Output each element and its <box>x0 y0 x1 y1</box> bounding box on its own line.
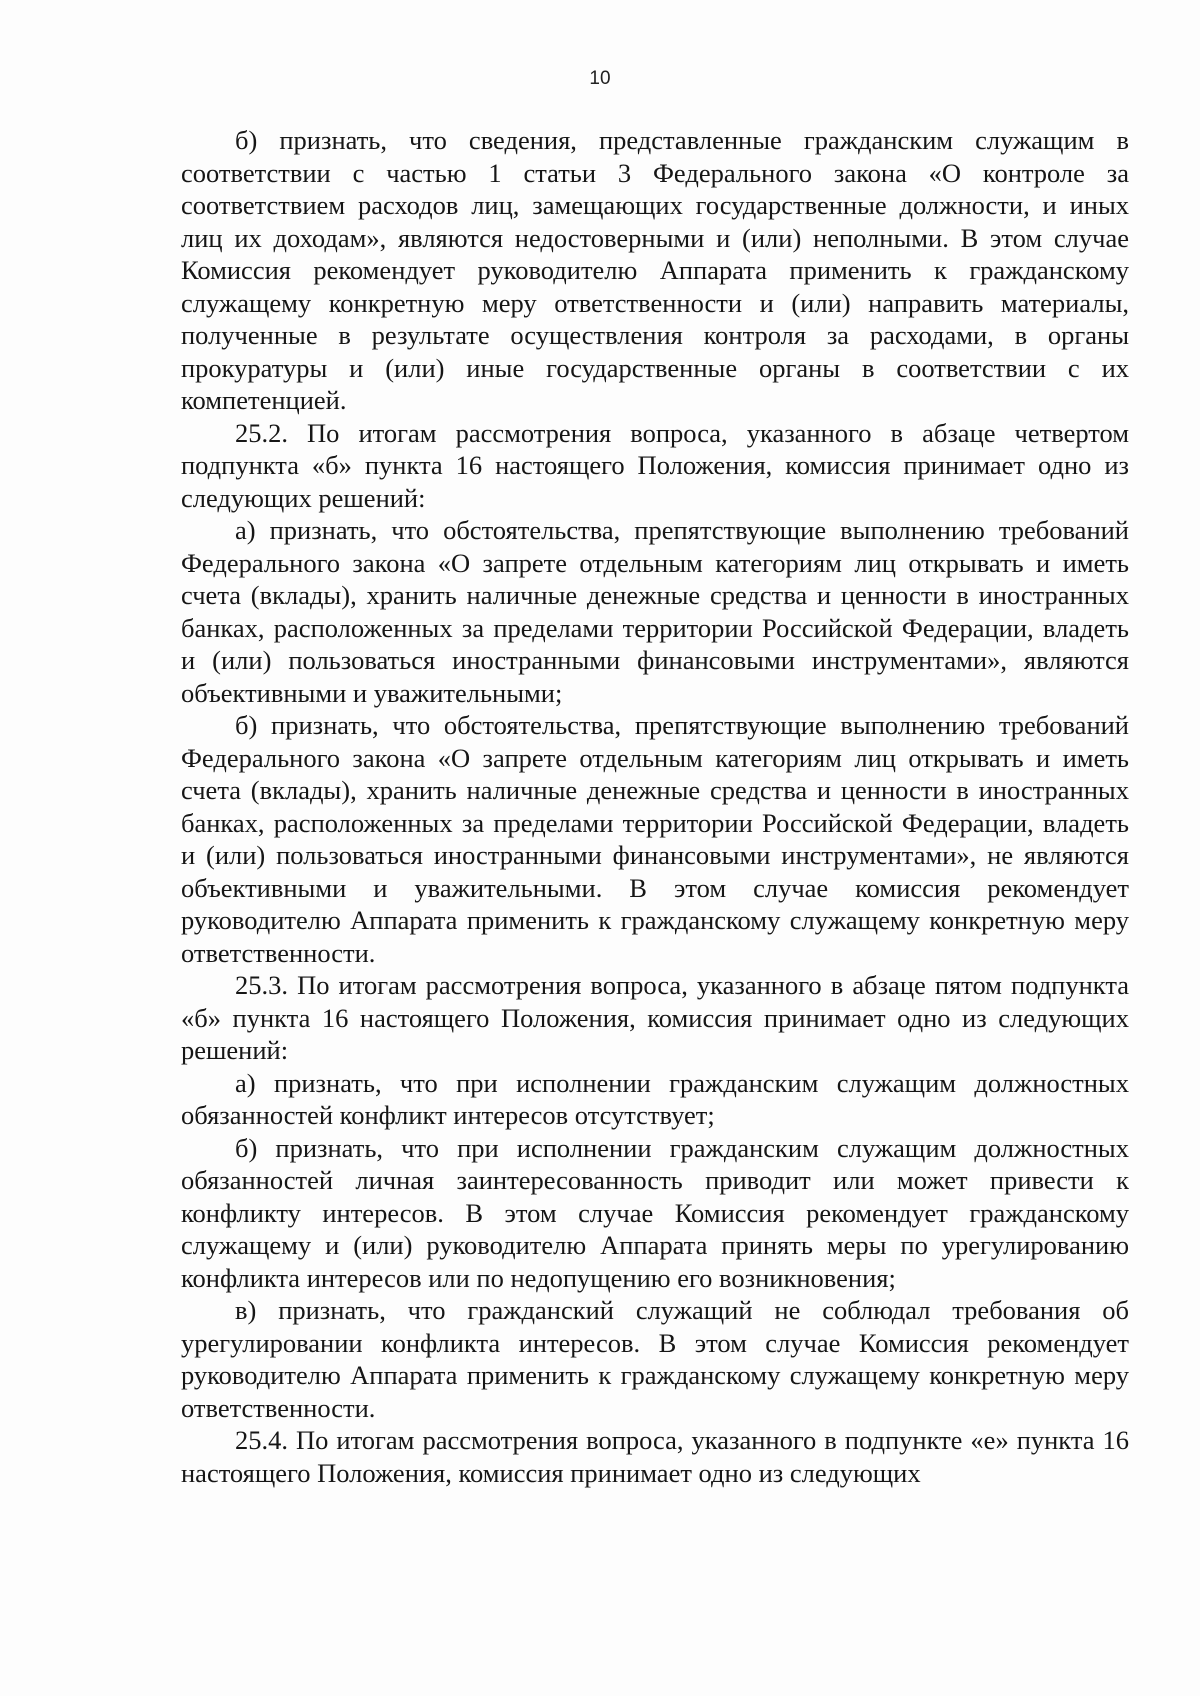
paragraph-25-2: 25.2. По итогам рассмотрения вопроса, указанного в абзаце четвертом подпункта «б» пункта 16 настоящего Положения, комиссия принимает одно из следующих решений: <box>181 417 1129 513</box>
paragraph-25-3-b: б) признать, что при исполнении гражданским служащим должностных обязанностей личная заинтересованность приводит или может привести к конфликту интересов. В этом случае Комиссия рекомендует гражданскому служащему и (или) руководителю Аппарата принять меры по урегулированию конфликта интересов или по недопущению его возникновения; <box>181 1132 1129 1293</box>
paragraph-25-3-a: а) признать, что при исполнении гражданским служащим должностных обязанностей конфликт интересов отсутствует; <box>181 1067 1129 1130</box>
paragraph-25-2-a: а) признать, что обстоятельства, препятствующие выполнению требований Федерального закона «О запрете отдельным категориям лиц открывать и иметь счета (вклады), хранить наличные денежные средства и ценности в иностранных банках, расположенных за пределами территории Российской Федерации, владеть и (или) пользоваться иностранными финансовыми инструментами», являются объективными и уважительными; <box>181 515 1129 708</box>
paragraph-25-4: 25.4. По итогам рассмотрения вопроса, указанного в подпункте «е» пункта 16 настоящего Положения, комиссия принимает одно из следующих <box>181 1425 1129 1488</box>
paragraph-b-expenses: б) признать, что сведения, представленные гражданским служащим в соответствии с частью 1 статьи 3 Федерального закона «О контроле за соответствием расходов лиц, замещающих государственные должности, и иных лиц их доходам», являются недостоверными и (или) неполными. В этом случае Комиссия рекомендует руководителю Аппарата применить к гражданскому служащему конкретную меру ответственности и (или) направить материалы, полученные в результате осуществления контроля за расходами, в органы прокуратуры и (или) иные государственные органы в соответствии с их компетенцией. <box>181 125 1129 415</box>
page-number: 10 <box>589 68 611 89</box>
paragraph-25-3: 25.3. По итогам рассмотрения вопроса, указанного в абзаце пятом подпункта «б» пункта 16 настоящего Положения, комиссия принимает одно из следующих решений: <box>181 970 1129 1065</box>
paragraph-25-3-v: в) признать, что гражданский служащий не соблюдал требования об урегулировании конфликта интересов. В этом случае Комиссия рекомендует руководителю Аппарата применить к гражданскому служащему конкретную меру ответственности. <box>181 1295 1129 1423</box>
body-text <box>181 124 1129 1489</box>
paragraph-25-2-b: б) признать, что обстоятельства, препятствующие выполнению требований Федерального закона «О запрете отдельным категориям лиц открывать и иметь счета (вклады), хранить наличные денежные средства и ценности в иностранных банках, расположенных за пределами территории Российской Федерации, владеть и (или) пользоваться иностранными финансовыми инструментами», не являются объективными и уважительными. В этом случае комиссия рекомендует руководителю Аппарата применить к гражданскому служащему конкретную меру ответственности. <box>181 710 1129 968</box>
